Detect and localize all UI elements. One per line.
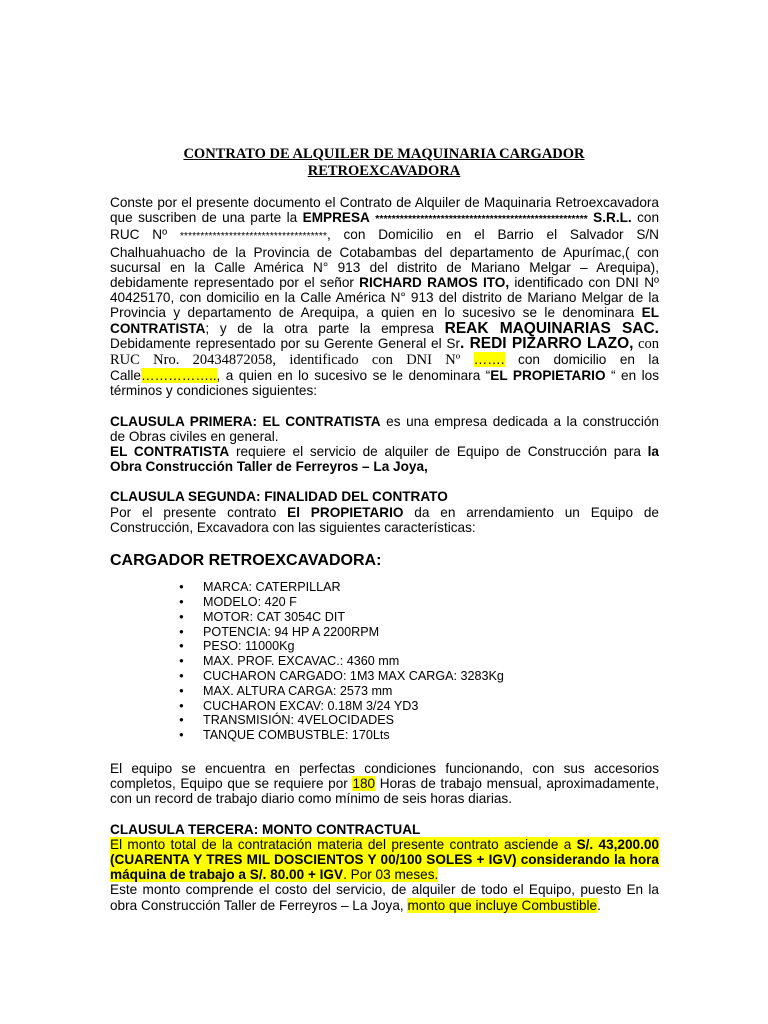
title-line-2: RETROEXCAVADORA <box>307 163 461 179</box>
dni-blank: ……. <box>473 352 505 368</box>
representative-name: RICHARD RAMOS ITO, <box>359 275 510 291</box>
clause-2-text: da en arrendamiento un Equipo de Construcción, Excavadora con las siguientes características: <box>110 504 659 535</box>
clause-1-text: requiere el servicio de alquiler de Equipo de Construcción para <box>229 444 648 460</box>
srl-label: S.R.L. <box>593 210 632 226</box>
empresa-name-placeholder: **************************************************** <box>375 213 588 226</box>
fuel-included-note: monto que incluye Combustible <box>407 897 598 913</box>
title-line-1: CONTRATO DE ALQUILER DE MAQUINARIA CARGADOR <box>183 146 585 162</box>
equipment-subheading: CARGADOR RETROEXCAVADORA: <box>110 552 382 570</box>
list-item: ● TANQUE COMBUSTBLE: 170Lts <box>203 728 659 743</box>
condition-text: El equipo se encuentra en perfectas condiciones funcionando, con sus accesorios completos, Equipo que se requiere por <box>110 761 659 792</box>
ruc-placeholder: ************************************ <box>179 230 327 243</box>
address-blank: …………….. <box>140 368 217 384</box>
intro-text: , con Domicilio en el Barrio el Salvador S/N Chalhuahuacho de la Provincia de Cotabambas del departamento de Apurímac,( con sucursal en la Calle América N° 913 del distrito de Mariano Melgar – Arequipa), debidamente representado por el señor <box>110 227 659 291</box>
amount-text: El monto total de la contratación materia del presente contrato asciende a <box>110 836 577 852</box>
obra-name: la Obra Construcción Taller de Ferreyros – La Joya, <box>110 444 659 475</box>
clause-2-heading: CLAUSULA SEGUNDA: FINALIDAD DEL CONTRATO <box>110 489 448 505</box>
clause-1-paragraph-2 <box>110 444 659 474</box>
list-item: ● MAX. PROF. EXCAVAC.: 4360 mm <box>203 654 659 669</box>
equipment-condition-paragraph <box>110 761 659 807</box>
clause-1-text: es una empresa dedicada a la construcción de Obras civiles en general. <box>110 413 659 444</box>
equipment-specs-list <box>110 580 659 743</box>
clause-3-text: Este monto comprende el costo del servicio, de alquiler de todo el Equipo, puesto En la obra Construcción Taller de Ferreyros – La Joya, <box>110 882 659 913</box>
list-item: ● MOTOR: CAT 3054C DIT <box>203 610 659 625</box>
list-item: ● TRANSMISIÓN: 4VELOCIDADES <box>203 713 659 728</box>
intro-paragraph <box>110 195 659 399</box>
intro-text: con RUC Nº <box>110 210 660 243</box>
intro-text: con RUC Nro. 20434872058, identificado con DNI Nº <box>110 335 660 369</box>
amount-period: . Por 03 meses. <box>343 867 439 883</box>
contratista-label: EL CONTRATISTA <box>110 444 230 460</box>
intro-text: “ en los términos y condiciones siguientes: <box>110 368 660 399</box>
list-item: ● PESO: 11000Kg <box>203 639 659 654</box>
list-item: ● MARCA: CATERPILLAR <box>203 580 659 595</box>
intro-text: Debidamente representado por su Gerente General el Sr <box>110 335 460 351</box>
clause-2-paragraph <box>110 505 659 535</box>
intro-text: identificado con DNI Nº 40425170, con domicilio en la Calle América N° 913 del distrito de Mariano Melgar de la Provincia y departamento de Arequipa, a quien en lo sucesivo se le denominara <box>110 275 659 321</box>
manager-name: . REDI PIZARRO LAZO, <box>459 334 634 352</box>
contract-title <box>110 146 658 180</box>
company-name: REAK MAQUINARIAS SAC. <box>444 319 659 337</box>
contract-body <box>110 195 659 913</box>
intro-text: con domicilio en la Calle <box>110 352 660 384</box>
propietario-label: EL PROPIETARIO <box>490 368 606 384</box>
intro-text: Conste por el presente documento el Contrato de Alquiler de Maquinaria Retroexcavadora que suscriben de una parte la <box>110 195 659 226</box>
list-item: ● MODELO: 420 F <box>203 595 659 610</box>
propietario-label: El PROPIETARIO <box>287 504 404 520</box>
intro-text: , a quien en lo sucesivo se le denominara “ <box>216 368 491 384</box>
clause-1-paragraph <box>110 414 659 444</box>
list-item: ● POTENCIA: 94 HP A 2200RPM <box>203 625 659 640</box>
clause-3-paragraph <box>110 837 659 883</box>
amount-value: S/. 43,200.00 (CUARENTA Y TRES MIL DOSCIENTOS Y 00/100 SOLES + IGV) considerando la hora máquina de trabajo a S/. 80.00 + IGV <box>110 836 660 883</box>
empresa-label: EMPRESA <box>302 210 370 226</box>
intro-text: ; y de la otra parte la empresa <box>205 320 445 336</box>
list-item: ● CUCHARON CARGADO: 1M3 MAX CARGA: 3283Kg <box>203 669 659 684</box>
clause-3-heading: CLAUSULA TERCERA: MONTO CONTRACTUAL <box>110 821 421 837</box>
list-item: ● CUCHARON EXCAV: 0.18M 3/24 YD3 <box>203 699 659 714</box>
clause-1-heading: CLAUSULA PRIMERA: EL CONTRATISTA <box>110 413 381 429</box>
clause-3-text: . <box>597 897 601 913</box>
contratista-label: EL CONTRATISTA <box>110 305 659 336</box>
hours-value: 180 <box>352 776 376 792</box>
condition-text: Horas de trabajo mensual, aproximadamente, con un record de trabajo diario como mínimo de seis horas diarias. <box>110 776 659 807</box>
clause-2-text: Por el presente contrato <box>110 504 288 520</box>
list-item: ● MAX. ALTURA CARGA: 2573 mm <box>203 684 659 699</box>
clause-3-paragraph-2 <box>110 882 659 912</box>
